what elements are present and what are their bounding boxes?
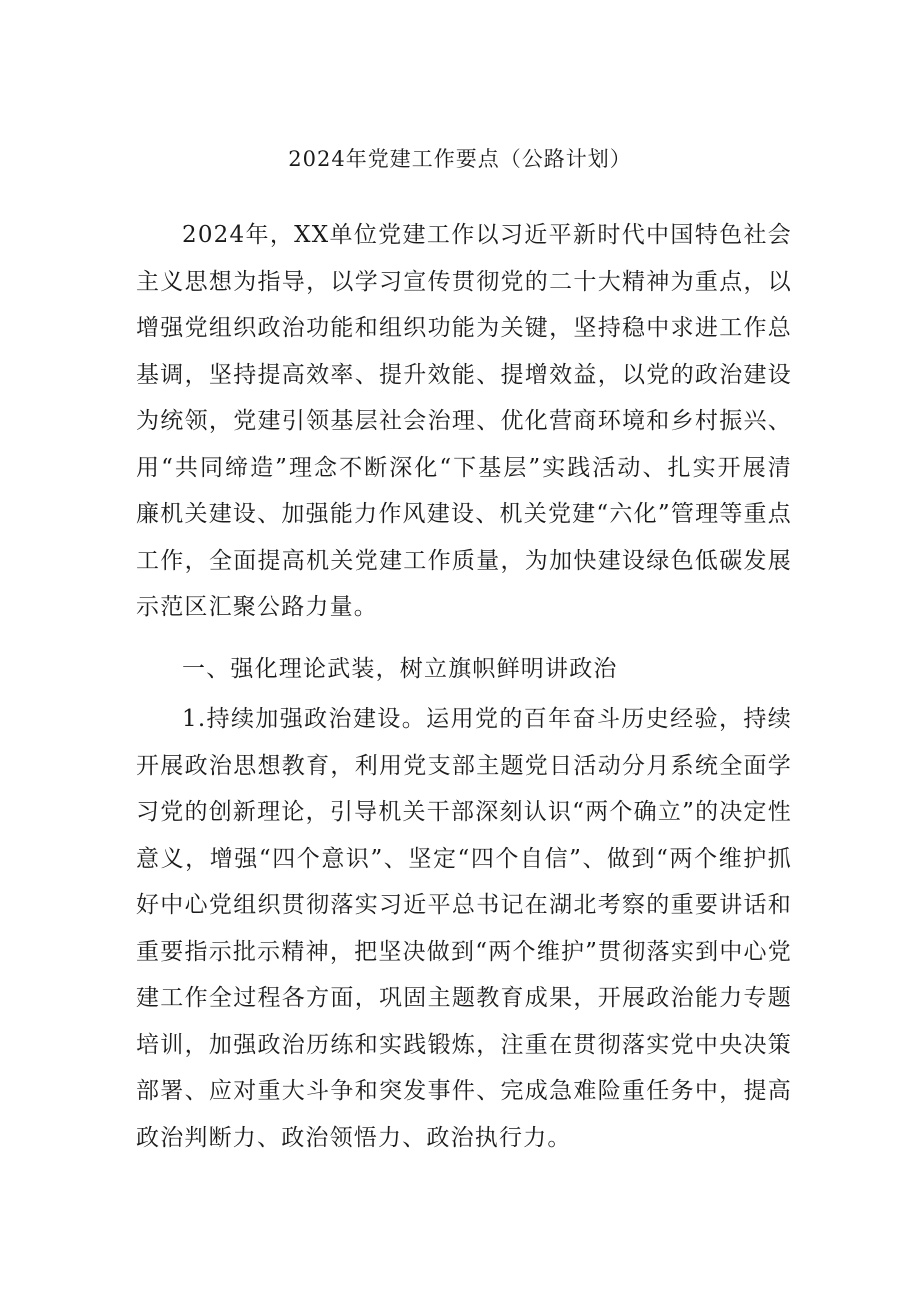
section-heading: 一、强化理论武装，树立旗帜鲜明讲政治 (182, 656, 618, 682)
item-paragraph: 1.持续加强政治建设。运用党的百年奋斗历史经验，持续开展政治思想教育，利用党支部主题党日活动分月系统全面学习党的创新理论，引导机关干部深刻认识“两个确立”的决定性意义，增强“四个意识”、坚定“四个自信”、做到“两个维护抓好中心党组织贯彻落实习近平总书记在湖北考察的重要讲话和重要指示批示精神，把坚决做到“两个维护”贯彻落实到中心党建工作全过程各方面，巩固主题教育成果，开展政治能力专题培训，加强政治历练和实践锻炼，注重在贯彻落实党中央决策部署、应对重大斗争和突发事件、完成急难险重任务中，提高政治判断力、政治领悟力、政治执行力。 (136, 706, 792, 1151)
intro-paragraph: 2024年，XX单位党建工作以习近平新时代中国特色社会主义思想为指导，以学习宣传贯彻党的二十大精神为重点，以增强党组织政治功能和组织功能为关键，坚持稳中求进工作总基调，坚持提高效率、提升效能、提增效益，以党的政治建设为统领，党建引领基层社会治理、优化营商环境和乡村振兴、用“共同缔造”理念不断深化“下基层”实践活动、扎实开展清廉机关建设、加强能力作风建设、机关党建“六化”管理等重点工作，全面提高机关党建工作质量，为加快建设绿色低碳发展示范区汇聚公路力量。 (136, 222, 792, 620)
document-title: 2024年党建工作要点（公路计划） (288, 147, 632, 171)
